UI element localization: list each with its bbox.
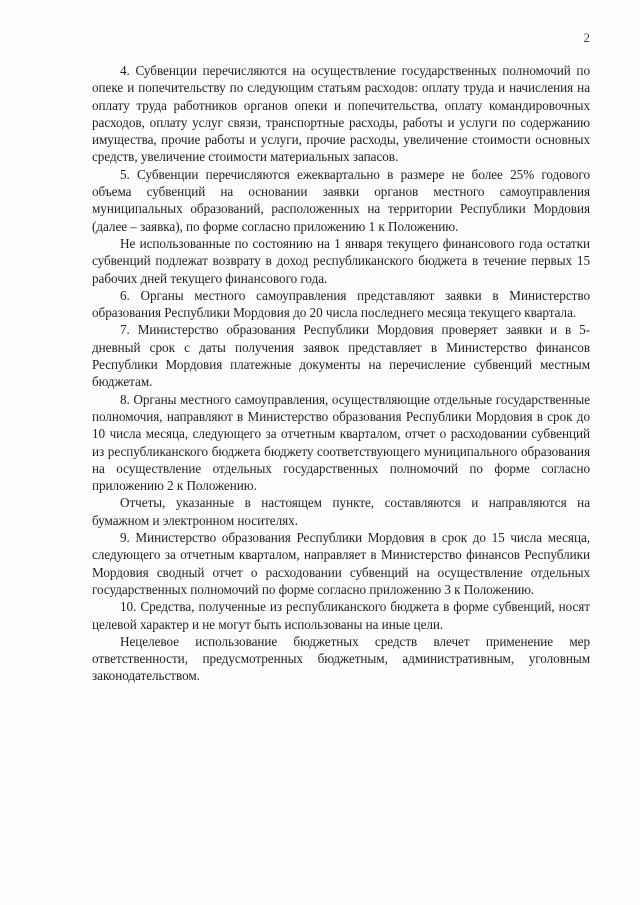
paragraph-unused-balances: Не использованные по состоянию на 1 января текущего финансового года остатки субвенций подлежат возврату в доход республиканского бюджета в течение первых 15 рабочих дней текущего финансового года. <box>92 235 590 286</box>
paragraph-7-ministry-check: 7. Министерство образования Республики Мордовия проверяет заявки и в 5-дневный срок с даты получения заявок представляет в Министерство финансов Республики Мордовия платежные документы на перечисление субвенций местным бюджетам. <box>92 322 590 390</box>
paragraph-6-applications: 6. Органы местного самоуправления представляют заявки в Министерство образования Республики Мордовия до 20 числа последнего месяца текущего квартала. <box>92 287 590 321</box>
paragraph-5-quarterly-transfer: 5. Субвенции перечисляются ежеквартально в размере не более 25% годового объема субвенций на основании заявки органов местного самоуправления муниципальных образований, расположенных на территории Республики Мордовия (далее – заявка), по форме согласно приложению 1 к Положению. <box>92 166 590 234</box>
paragraph-8-reports: 8. Органы местного самоуправления, осуществляющие отдельные государственные полномочия, направляют в Министерство образования Республики Мордовия в срок до 10 числа месяца, следующего за отчетным кварталом, отчет о расходовании субвенций из республиканского бюджета бюджету соответствующего муниципального образования на осуществление отдельных государственных полномочий по форме согласно приложению 2 к Положению. <box>92 391 590 494</box>
paragraph-report-media: Отчеты, указанные в настоящем пункте, составляются и направляются на бумажном и электронном носителях. <box>92 495 590 528</box>
paragraph-10-target-use: 10. Средства, полученные из республиканского бюджета в форме субвенций, носят целевой характер и не могут быть использованы на иные цели. <box>92 599 590 632</box>
paragraph-4-subventions-purpose: 4. Субвенции перечисляются на осуществление государственных полномочий по опеке и попечительству по следующим статьям расходов: оплату труда и начисления на оплату труда работников органов опеки и попечительства, оплату командировочных расходов, оплату услуг связи, транспортные расходы, работы и услуги по содержанию имущества, прочие работы и услуги, прочие расходы, увеличение стоимости основных средств, увеличение стоимости материальных запасов. <box>92 63 590 165</box>
page-number: 2 <box>583 30 590 45</box>
paragraph-misuse-liability: Нецелевое использование бюджетных средств влечет применение мер ответственности, предусмотренных бюджетным, административным, уголовным законодательством. <box>92 633 590 684</box>
paragraph-9-summary-report: 9. Министерство образования Республики Мордовия в срок до 15 числа месяца, следующего за отчетным кварталом, направляет в Министерство финансов Республики Мордовия сводный отчет о расходовании субвенций на осуществление отдельных государственных полномочий по форме согласно приложению 3 к Положению. <box>92 530 590 597</box>
document-body <box>92 62 590 685</box>
